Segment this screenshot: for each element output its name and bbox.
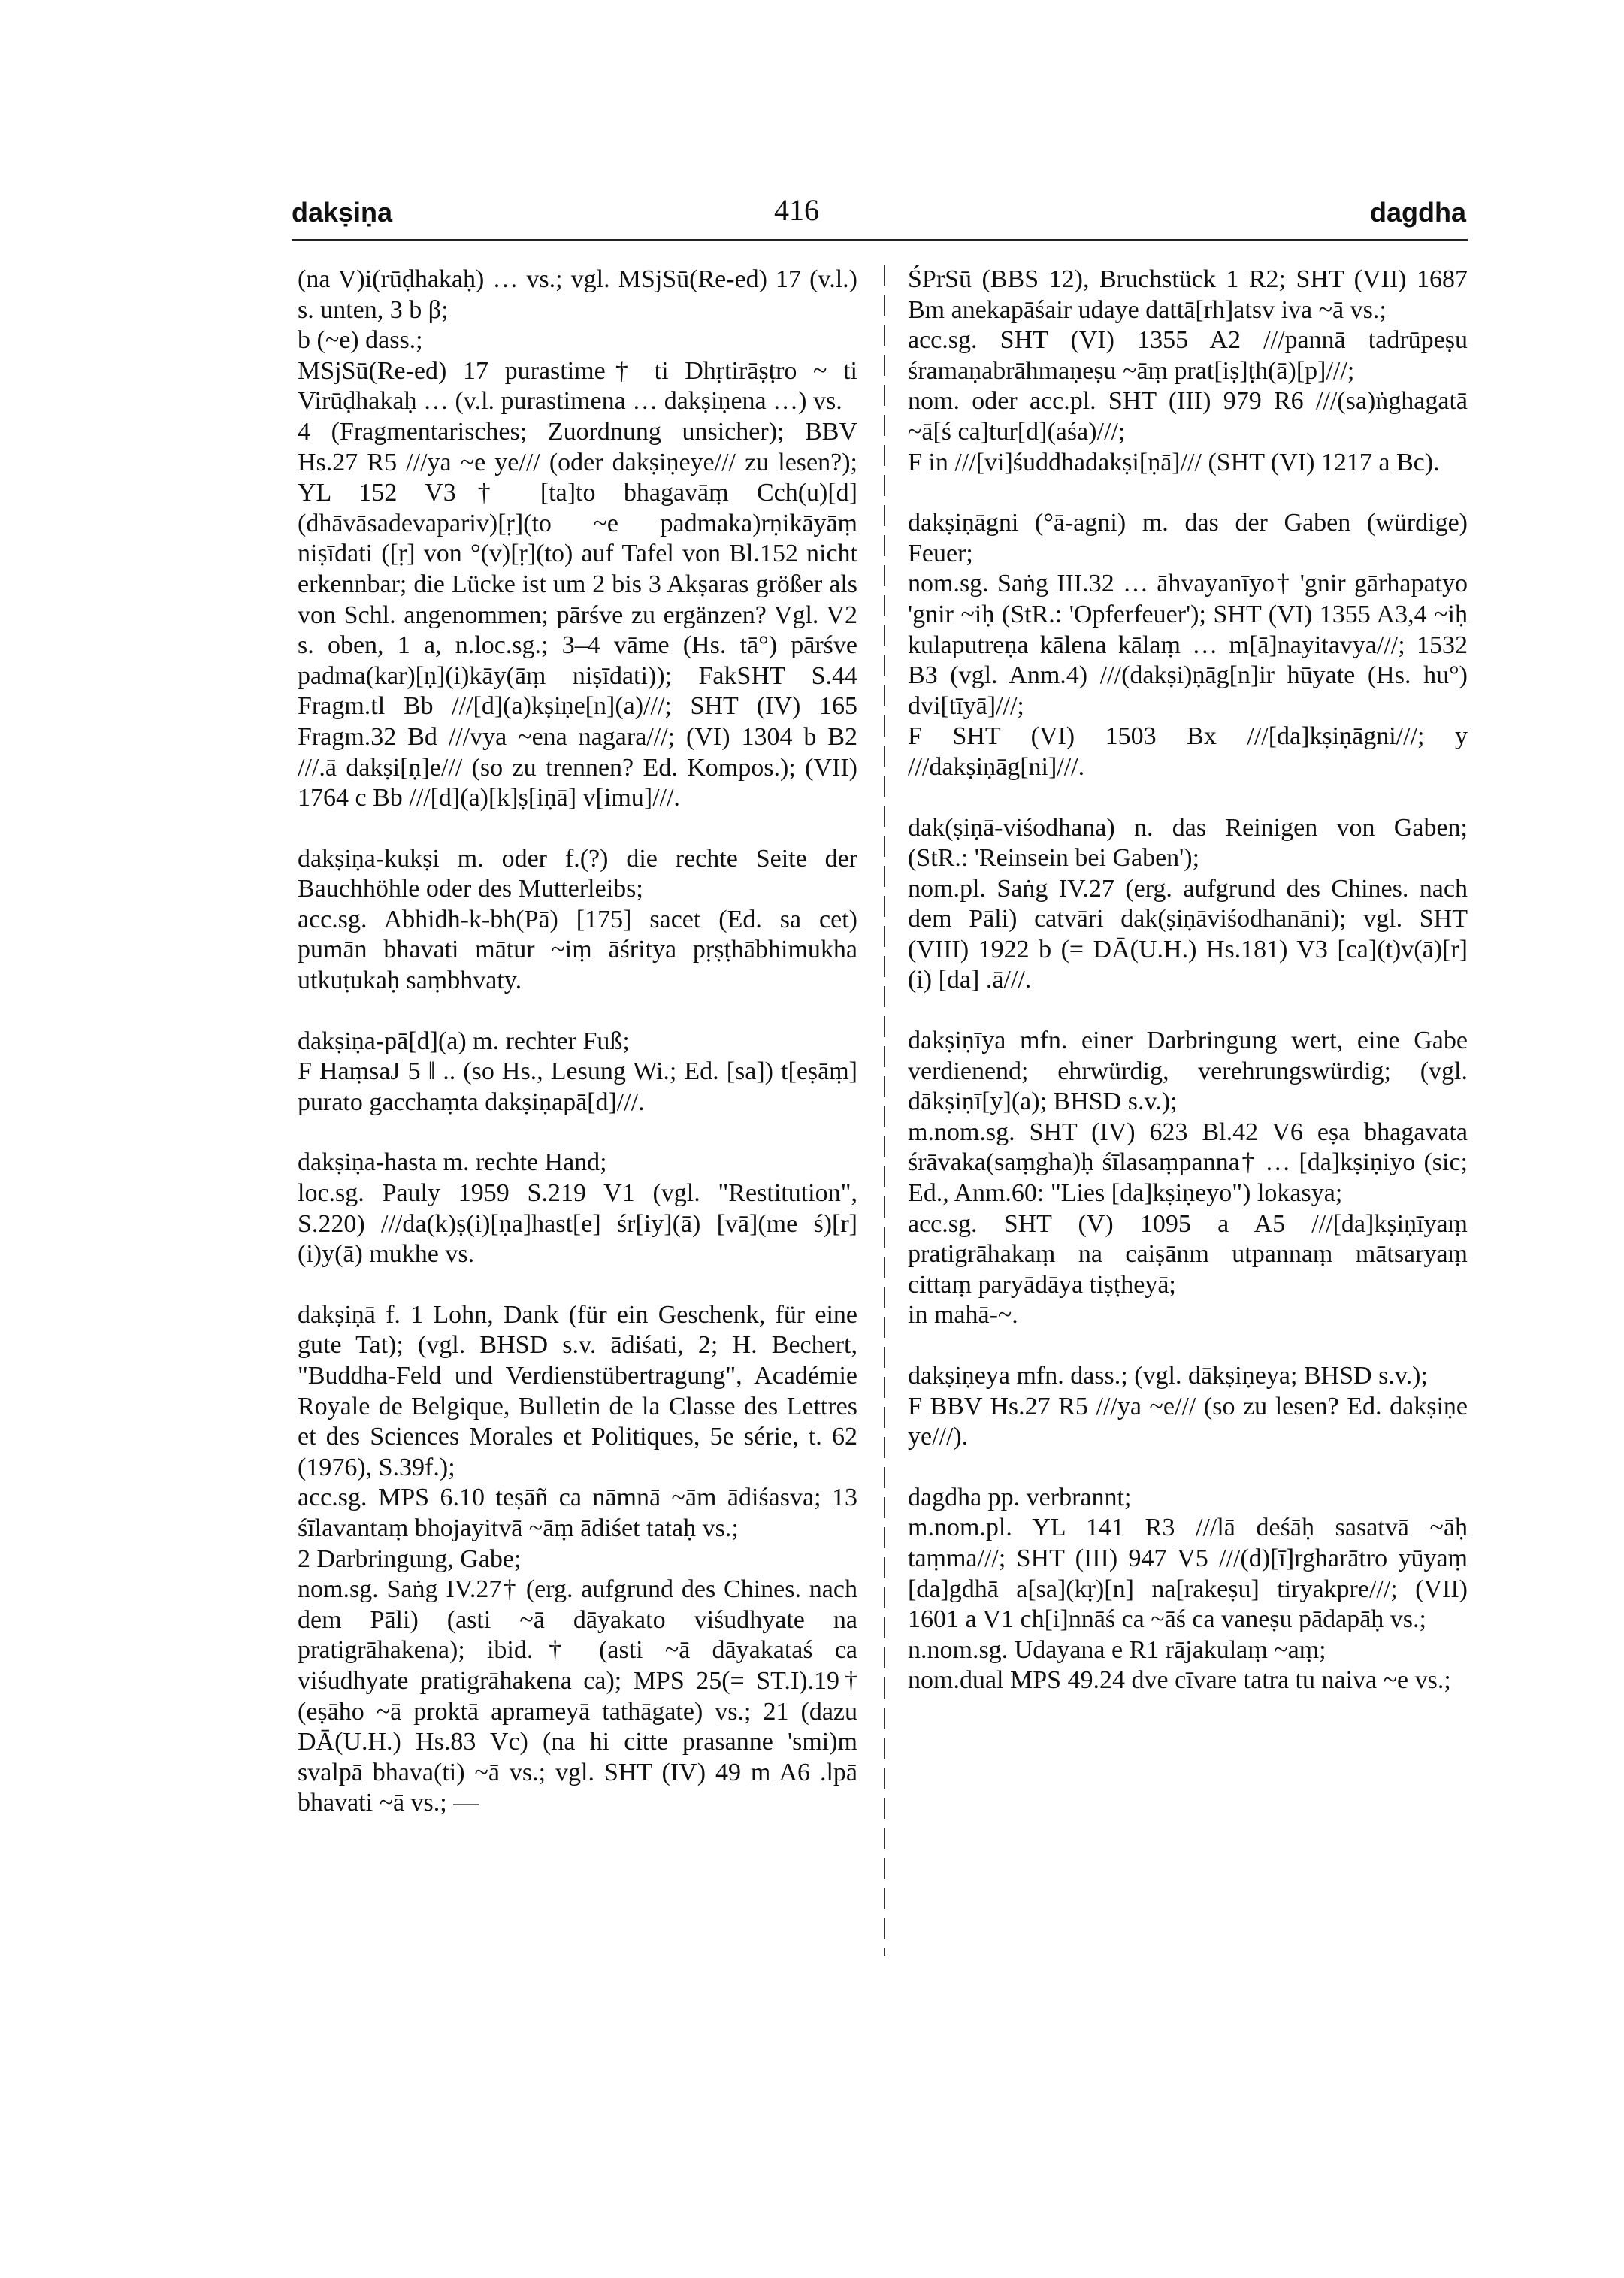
entry-text: nom.dual MPS 49.24 dve cīvare tatra tu naiva ~e vs.; <box>908 1666 1451 1695</box>
entry-text: acc.sg. Abhidh-k-bh(Pā) [175] sacet (Ed. sa cet) pumān bhavati mātur ~iṃ āśritya pṛṣṭhābhimukha utkuṭukaḥ saṃbhvaty. <box>298 905 857 995</box>
entry-text: b (~e) dass.; <box>298 326 423 355</box>
entry-text: loc.sg. Pauly 1959 S.219 V1 (vgl. "Restitution", S.220) ///da(k)ṣ(i)[ṇa]hast[e] śr[iy](ā) [vā](me ś)[r](i)y(ā) mukhe vs. <box>298 1179 857 1269</box>
entry-headword: dakṣiṇāgni (°ā-agni) m. das der Gaben (würdige) Feuer; <box>908 509 1468 567</box>
entry-text: m.nom.pl. YL 141 R3 ///lā deśāḥ sasatvā ~āḥ taṃma///; SHT (III) 947 V5 ///(d)[ī]rgharātro yūyaṃ [da]gdhā a[sa](kṛ)[n] na[rakeṣu] tiryakpre///; (VII) 1601 a V1 ch[i]nnāś ca ~āś ca vaneṣu pādapāḥ vs.; <box>908 1514 1468 1634</box>
entry-text: (na V)i(rūḍhakaḥ) … vs.; vgl. MSjSū(Re-ed) 17 (v.l.) s. unten, 3 b β; <box>298 265 857 324</box>
entry-headword: dakṣiṇa-hasta m. rechte Hand; <box>298 1148 607 1177</box>
column-divider <box>884 265 885 1956</box>
entry-headword: dak(ṣiṇā-viśodhana) n. das Reinigen von Gaben; (StR.: 'Reinsein bei Gaben'); <box>908 813 1468 873</box>
entry-text: m.nom.sg. SHT (IV) 623 Bl.42 V6 eṣa bhagavata śrāvaka(saṃgha)ḥ śīlasaṃpanna† … [da]kṣiṇiyo (sic; Ed., Anm.60: "Lies [da]kṣiṇeyo") lokasya; <box>908 1118 1468 1208</box>
entry-headword: dakṣiṇīya mfn. einer Darbringung wert, eine Gabe verdienend; ehrwürdig, verehrungswürdig; (vgl. dākṣiṇī[y](a); BHSD s.v.); <box>908 1027 1468 1116</box>
entry-text: acc.sg. SHT (VI) 1355 A2 ///pannā tadrūpeṣu śramaṇabrāhmaṇeṣu ~āṃ prat[iṣ]ṭh(ā)[p]///; <box>908 326 1468 385</box>
entry-headword: dakṣiṇa-kukṣi m. oder f.(?) die rechte Seite der Bauchhöhle oder des Mutterleibs; <box>298 844 857 903</box>
header-rule <box>292 239 1468 241</box>
page-number: 416 <box>774 193 819 227</box>
running-head-right: dagdha <box>1369 197 1466 228</box>
entry-headword: dagdha pp. verbrannt; <box>908 1483 1132 1511</box>
entry-text: acc.sg. MPS 6.10 teṣāñ ca nāmnā ~ām ādiśasva; 13 śīlavantaṃ bhojayitvā ~āṃ ādiśet tataḥ vs.; <box>298 1484 857 1542</box>
entry-text: MSjSū(Re-ed) 17 purastime† ti Dhṛtirāṣṭro ~ ti Virūḍhakaḥ … (v.l. purastimena … dakṣiṇena …) vs. <box>298 356 857 416</box>
entry-text: nom.sg. Saṅg III.32 … āhvayanīyo† 'gnir gārhapatyo 'gnir ~iḥ (StR.: 'Opferfeuer'); SHT (VI) 1355 A3,4 ~iḥ kulaputreṇa kālena kālaṃ … m[ā]nayitavya///; 1532 B3 (vgl. Anm.4) ///(dakṣi)ṇāg[n]ir hūyate (Hs. hu°) dvi[tīyā]///; <box>908 570 1468 720</box>
entry-text: ŚPrSū (BBS 12), Bruchstück 1 R2; SHT (VII) 1687 Bm anekapāśair udaye dattā[rh]atsv iva ~ā vs.; <box>908 265 1468 324</box>
running-head-left: dakṣiṇa <box>292 197 393 228</box>
entry-text: nom.pl. Saṅg IV.27 (erg. aufgrund des Chines. nach dem Pāli) catvāri dak(ṣiṇāviśodhanāni); vgl. SHT (VIII) 1922 b (= DĀ(U.H.) Hs.181) V3 [ca](t)v(ā)[r](i) [da] .ā///. <box>908 874 1468 994</box>
entry-text: F BBV Hs.27 R5 ///ya ~e/// (so zu lesen? Ed. dakṣiṇe ye///). <box>908 1392 1468 1451</box>
entry-text: F in ///[vi]śuddhadakṣi[ṇā]/// (SHT (VI) 1217 a Bc). <box>908 448 1440 476</box>
right-column <box>908 265 1468 1696</box>
entry-headword: dakṣiṇā f. 1 Lohn, Dank (für ein Geschenk, für eine gute Tat); (vgl. BHSD s.v. ādiśati, 2; H. Bechert, "Buddha-Feld und Verdienstübertragung", Académie Royale de Belgique, Bulletin de la Classe des Lettres et des Sciences Morales et Politiques, 5e série, t. 62 (1976), S.39f.); <box>298 1300 857 1481</box>
entry-text: 4 (Fragmentarisches; Zuordnung unsicher); BBV Hs.27 R5 ///ya ~e ye/// (oder dakṣiṇeye/// zu lesen?); YL 152 V3† [ta]to bhagavāṃ Cch(u)[d](dhāvāsadevapariv)[ṛ](to ~e padmaka)rṇikāyāṃ niṣīdati ([ṛ] von °(v)[ṛ](to) auf Tafel von Bl.152 nicht erkennbar; die Lücke ist um 2 bis 3 Akṣaras größer als von Schl. angenommen; pārśve zu ergänzen? Vgl. V2 s. oben, 1 a, n.loc.sg.; 3–4 vāme (Hs. tā°) pārśve padma(kar)[ṇ](i)kāy(āṃ niṣīdati)); FakSHT S.44 Fragm.tl Bb ///[d](a)kṣiṇe[n](a)///; SHT (IV) 165 Fragm.32 Bd ///vya ~ena nagara///; (VI) 1304 b B2 ///.ā dakṣi[ṇ]e/// (so zu trennen? Ed. Kompos.); (VII) 1764 c Bb ///[d](a)[k]ṣ[iṇā] v[imu]///. <box>298 417 857 812</box>
entry-text: n.nom.sg. Udayana e R1 rājakulaṃ ~aṃ; <box>908 1635 1326 1664</box>
entry-text: 2 Darbringung, Gabe; <box>298 1544 522 1573</box>
entry-text: acc.sg. SHT (V) 1095 a A5 ///[da]kṣiṇīyaṃ pratigrāhakaṃ na caiṣānm utpannaṃ mātsaryaṃ cittaṃ paryādāya tiṣṭheyā; <box>908 1209 1468 1299</box>
entry-text: F HaṃsaJ 5 ‖ .. (so Hs., Lesung Wi.; Ed. [sa]) t[eṣāṃ] purato gacchaṃta dakṣiṇapā[d]///. <box>298 1057 857 1116</box>
entry-headword: dakṣiṇa-pā[d](a) m. rechter Fuß; <box>298 1027 630 1055</box>
entry-text: in mahā-~. <box>908 1301 1018 1330</box>
entry-text: nom.sg. Saṅg IV.27† (erg. aufgrund des Chines. nach dem Pāli) (asti ~ā dāyakato viśudhyate na pratigrāhakena); ibid.† (asti ~ā dāyakataś ca viśudhyate pratigrāhakena ca); MPS 25(= ST.I).19† (eṣāho ~ā proktā aprameyā tathāgate) vs.; 21 (dazu DĀ(U.H.) Hs.83 Vc) (na hi citte prasanne 'smi)m svalpā bhava(ti) ~ā vs.; vgl. SHT (IV) 49 m A6 .lpā bhavati ~ā vs.; — <box>298 1575 857 1817</box>
left-column <box>298 265 857 1819</box>
entry-text: F SHT (VI) 1503 Bx ///[da]kṣiṇāgni///; y ///dakṣiṇāg[ni]///. <box>908 722 1468 781</box>
entry-headword: dakṣiṇeya mfn. dass.; (vgl. dākṣiṇeya; BHSD s.v.); <box>908 1362 1428 1390</box>
entry-text: nom. oder acc.pl. SHT (III) 979 R6 ///(sa)ṅghagatā ~ā[ś ca]tur[d](aśa)///; <box>908 387 1468 446</box>
